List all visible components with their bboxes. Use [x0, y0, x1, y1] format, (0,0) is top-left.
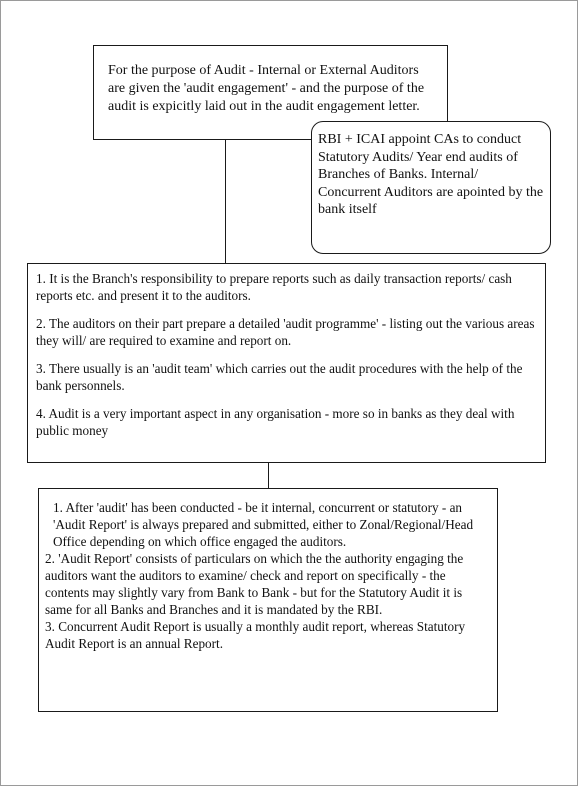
connector-responsibilities-to-report [268, 463, 269, 488]
audit-report-item: 3. Concurrent Audit Report is usually a monthly audit report, whereas Statutory Audit Report is an annual Report. [45, 619, 466, 651]
rbi-icai-text: RBI + ICAI appoint CAs to conduct Statutory Audits/ Year end audits of Branches of Banks. Internal/ Concurrent Auditors are apointed by the bank itself [318, 132, 544, 217]
responsibility-item: 2. The auditors on their part prepare a detailed 'audit programme' - listing out the various areas they will/ are required to examine and report on. [36, 316, 535, 348]
connector-purpose-to-responsibilities [225, 140, 226, 263]
audit-report-box [38, 488, 498, 712]
purpose-of-audit-text: For the purpose of Audit - Internal or External Auditors are given the 'audit engagement' - and the purpose of the audit is expicitly laid out in the audit engagement letter. [108, 63, 425, 114]
rbi-icai-box [311, 121, 551, 254]
audit-report-item: 1. After 'audit' has been conducted - be it internal, concurrent or statutory - an 'Audit Report' is always prepared and submitted, either to Zonal/Regional/Head Office depending on which office engaged the auditors. [53, 500, 474, 549]
responsibility-item: 4. Audit is a very important aspect in any organisation - more so in banks as they deal with public money [36, 406, 515, 438]
responsibility-item: 3. There usually is an 'audit team' which carries out the audit procedures with the help of the bank personnels. [36, 361, 523, 393]
audit-report-item: 2. 'Audit Report' consists of particulars on which the the authority engaging the auditors want the auditors to examine/ check and report on specifically - the contents may slightly vary from Bank to Bank - but for the Statutory Audit it is same for all Banks and Branches and it is mandated by the RBI. [45, 551, 464, 617]
responsibility-item: 1. It is the Branch's responsibility to prepare reports such as daily transaction reports/ cash reports etc. and present it to the auditors. [36, 271, 512, 303]
responsibilities-box [27, 263, 546, 463]
